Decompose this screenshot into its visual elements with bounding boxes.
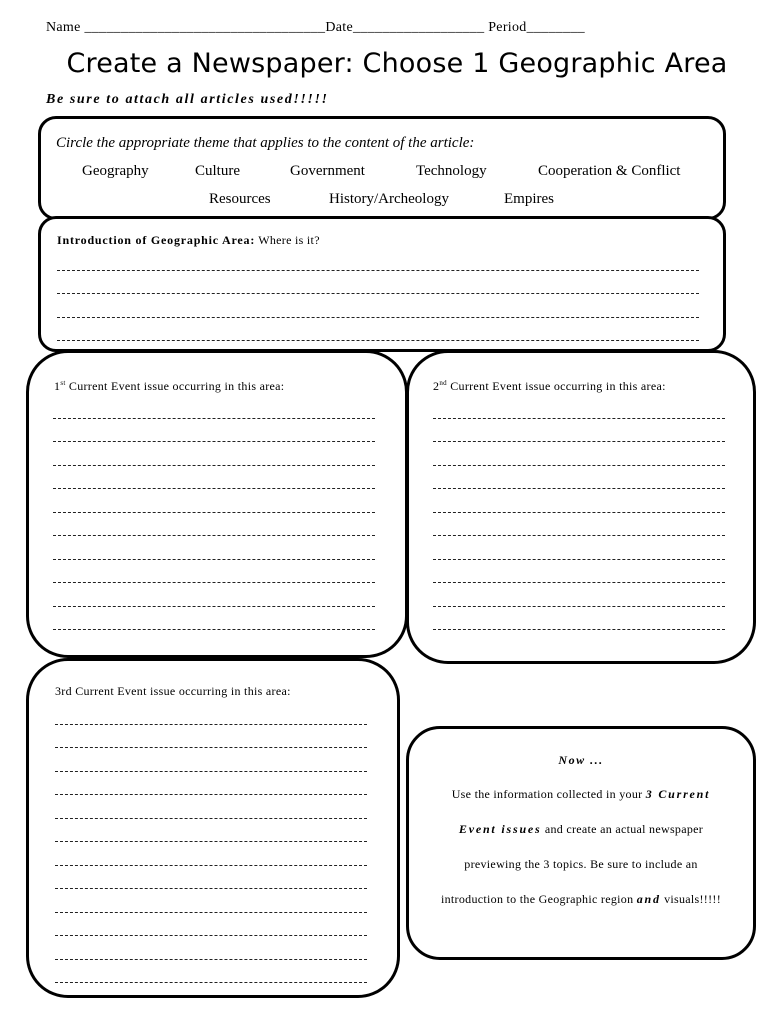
event-2-text: Current Event issue occurring in this area: (450, 379, 666, 393)
period-label: Period (488, 20, 527, 35)
theme-cooperation-conflict[interactable]: Cooperation & Conflict (538, 163, 681, 179)
event-1-suffix: st (60, 379, 66, 387)
writing-line[interactable] (433, 564, 725, 588)
theme-culture[interactable]: Culture (195, 163, 240, 179)
writing-line[interactable] (55, 964, 367, 988)
intro-label-bold: Introduction of Geographic Area: (57, 233, 256, 247)
writing-line[interactable] (53, 446, 375, 470)
writing-line[interactable] (55, 823, 367, 847)
name-blank[interactable]: _________________________________ (84, 20, 326, 35)
now-line-4 (409, 892, 753, 907)
writing-line[interactable] (57, 298, 699, 322)
event-1-label (54, 379, 284, 394)
event-1-text: Current Event issue occurring in this area: (68, 379, 285, 393)
writing-line[interactable] (433, 587, 725, 611)
writing-line[interactable] (433, 446, 725, 470)
writing-line[interactable] (55, 940, 367, 964)
writing-line[interactable] (433, 517, 725, 541)
now-line-4c: visuals!!!!! (664, 892, 721, 906)
event-2-num: 2 (433, 379, 440, 393)
date-label: Date (325, 20, 353, 35)
theme-geography[interactable]: Geography (82, 163, 149, 179)
writing-line[interactable] (433, 493, 725, 517)
event-2-writing-lines[interactable] (433, 399, 725, 634)
now-line-1b: 3 Current (645, 787, 711, 801)
theme-empires[interactable]: Empires (504, 191, 554, 207)
writing-line[interactable] (55, 917, 367, 941)
theme-technology[interactable]: Technology (416, 163, 487, 179)
now-title: Now ... (558, 753, 604, 767)
theme-instruction: Circle the appropriate theme that applies to the content of the article: (56, 135, 475, 151)
writing-line[interactable] (53, 493, 375, 517)
writing-line[interactable] (57, 251, 699, 275)
now-line-2 (409, 822, 753, 837)
event-2-suffix: nd (439, 379, 447, 387)
writing-line[interactable] (53, 564, 375, 588)
event-1-writing-lines[interactable] (53, 399, 375, 634)
event-2-label (433, 379, 666, 394)
now-line-1 (409, 787, 753, 802)
now-line-4b: and (636, 892, 661, 906)
theme-resources[interactable]: Resources (209, 191, 271, 207)
writing-line[interactable] (55, 729, 367, 753)
writing-line[interactable] (53, 470, 375, 494)
writing-line[interactable] (57, 275, 699, 299)
writing-line[interactable] (53, 517, 375, 541)
writing-line[interactable] (53, 540, 375, 564)
now-line-2a: Event issues (458, 822, 542, 836)
writing-line[interactable] (53, 423, 375, 447)
page-title: Create a Newspaper: Choose 1 Geographic Area (66, 48, 728, 79)
writing-line[interactable] (55, 893, 367, 917)
intro-label-rest: Where is it? (258, 233, 320, 247)
header-line (46, 20, 585, 36)
intro-box (38, 216, 726, 352)
event-box-1 (26, 350, 408, 658)
event-3-writing-lines[interactable] (55, 705, 367, 987)
event-1-num: 1 (54, 379, 61, 393)
period-blank[interactable]: ________ (526, 20, 585, 35)
writing-line[interactable] (433, 611, 725, 635)
theme-box (38, 116, 726, 220)
writing-line[interactable] (55, 752, 367, 776)
event-3-label: 3rd Current Event issue occurring in this area: (55, 684, 291, 698)
writing-line[interactable] (57, 322, 699, 346)
now-line-1a: Use the information collected in your (451, 787, 643, 801)
theme-government[interactable]: Government (290, 163, 365, 179)
now-instructions-box (406, 726, 756, 960)
writing-line[interactable] (55, 705, 367, 729)
now-line-3: previewing the 3 topics. Be sure to include an (464, 857, 698, 871)
writing-line[interactable] (55, 870, 367, 894)
name-label: Name (46, 20, 81, 35)
event-box-2 (406, 350, 756, 664)
writing-line[interactable] (55, 776, 367, 800)
attach-note: Be sure to attach all articles used!!!!! (46, 92, 329, 107)
theme-history-archeology[interactable]: History/Archeology (329, 191, 449, 207)
event-box-3 (26, 658, 400, 998)
writing-line[interactable] (433, 540, 725, 564)
writing-line[interactable] (53, 587, 375, 611)
writing-line[interactable] (55, 846, 367, 870)
writing-line[interactable] (53, 611, 375, 635)
now-line-4a: introduction to the Geographic region (440, 892, 634, 906)
intro-label (57, 233, 320, 248)
writing-line[interactable] (55, 799, 367, 823)
writing-line[interactable] (53, 399, 375, 423)
intro-writing-lines[interactable] (57, 251, 699, 345)
writing-line[interactable] (433, 470, 725, 494)
writing-line[interactable] (433, 399, 725, 423)
now-line-2b: and create an actual newspaper (544, 822, 704, 836)
date-blank[interactable]: __________________ (353, 20, 485, 35)
writing-line[interactable] (433, 423, 725, 447)
